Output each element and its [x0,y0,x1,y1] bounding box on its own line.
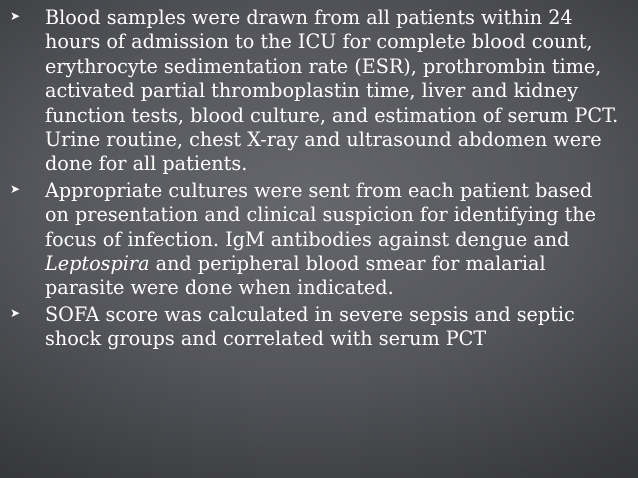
bullet-item-blood-samples [0,0,638,177]
bullet-item-sofa-score [0,303,638,352]
arrowhead-bullet-icon: ➤ [10,305,21,320]
bullet-item-cultures [0,179,638,301]
arrowhead-bullet-icon: ➤ [10,9,21,23]
bullet-text-part: Appropriate cultures were sent from each patient based on presentation and clinical suspicion for identifying the focus of infection. IgM antibodies against dengue and [45,178,597,251]
italic-term: Leptospira [45,252,150,276]
bullet-text: SOFA score was calculated in severe sepsis and septic shock groups and correlated with serum PCT [45,302,575,351]
bullet-text-part: and peripheral blood smear for malarial parasite were done when indicated. [45,252,546,300]
arrowhead-bullet-icon: ➤ [10,181,21,196]
bullet-text: Blood samples were drawn from all patients within 24 hours of admission to the ICU for complete blood count, erythrocyte sedimentation rate (ESR), prothrombin time, activated partial thromboplastin time, liver and kidney function tests, blood culture, and estimation of serum PCT. Urine routine, chest X-ray and ultrasound abdomen were done for all patients. [45,6,619,176]
bullet-text [45,179,622,301]
